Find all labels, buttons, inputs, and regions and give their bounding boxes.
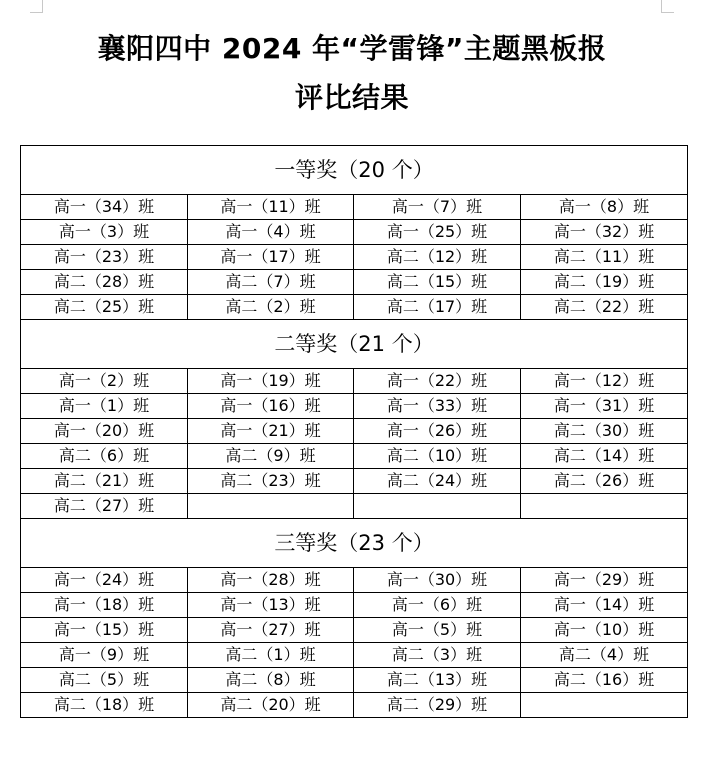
class-cell: 高一（10）班: [521, 618, 688, 643]
class-cell: 高二（2）班: [188, 295, 354, 320]
award-section-heading: 二等奖（21 个）: [21, 320, 688, 369]
table-row: [21, 369, 688, 394]
class-cell: 高一（19）班: [188, 369, 354, 394]
class-cell: 高一（4）班: [188, 220, 354, 245]
table-row: [21, 494, 688, 519]
class-cell: 高一（20）班: [21, 419, 188, 444]
class-cell: 高二（21）班: [21, 469, 188, 494]
class-cell: 高二（23）班: [188, 469, 354, 494]
class-cell: 高一（14）班: [521, 593, 688, 618]
class-cell: 高一（30）班: [354, 568, 521, 593]
class-cell: 高二（4）班: [521, 643, 688, 668]
table-row: [21, 195, 688, 220]
class-cell: 高一（16）班: [188, 394, 354, 419]
award-section-header-row: [21, 320, 688, 369]
class-cell: 高二（9）班: [188, 444, 354, 469]
class-cell: 高一（29）班: [521, 568, 688, 593]
class-cell: 高一（2）班: [21, 369, 188, 394]
table-row: [21, 220, 688, 245]
class-cell: 高一（27）班: [188, 618, 354, 643]
class-cell: 高二（19）班: [521, 270, 688, 295]
class-cell: 高一（13）班: [188, 593, 354, 618]
class-cell: 高一（7）班: [354, 195, 521, 220]
class-cell: 高一（17）班: [188, 245, 354, 270]
table-row: [21, 295, 688, 320]
class-cell: 高一（9）班: [21, 643, 188, 668]
class-cell: 高二（13）班: [354, 668, 521, 693]
table-row: [21, 394, 688, 419]
class-cell: 高一（33）班: [354, 394, 521, 419]
class-cell: 高一（15）班: [21, 618, 188, 643]
class-cell: 高一（18）班: [21, 593, 188, 618]
class-cell: 高二（1）班: [188, 643, 354, 668]
class-cell: 高二（29）班: [354, 693, 521, 718]
class-cell: 高二（5）班: [21, 668, 188, 693]
class-cell: 高一（25）班: [354, 220, 521, 245]
class-cell: 高二（22）班: [521, 295, 688, 320]
class-cell: 高二（30）班: [521, 419, 688, 444]
awards-table-body: [21, 146, 688, 718]
class-cell: 高一（6）班: [354, 593, 521, 618]
class-cell: 高二（3）班: [354, 643, 521, 668]
class-cell: 高二（8）班: [188, 668, 354, 693]
table-row: [21, 469, 688, 494]
class-cell: 高一（26）班: [354, 419, 521, 444]
class-cell: 高二（7）班: [188, 270, 354, 295]
class-cell: 高二（24）班: [354, 469, 521, 494]
document-title: 襄阳四中 2024 年“学雷锋”主题黑板报: [97, 32, 607, 65]
class-cell: 高二（10）班: [354, 444, 521, 469]
document-subtitle: 评比结果: [294, 81, 409, 114]
table-row: [21, 643, 688, 668]
table-row: [21, 568, 688, 593]
class-cell: 高二（27）班: [21, 494, 188, 519]
class-cell: 高二（17）班: [354, 295, 521, 320]
class-cell: 高二（28）班: [21, 270, 188, 295]
awards-table: [20, 145, 688, 718]
class-cell: [188, 494, 354, 519]
class-cell: 高一（23）班: [21, 245, 188, 270]
award-section-heading: 三等奖（23 个）: [21, 519, 688, 568]
table-row: [21, 618, 688, 643]
class-cell: [521, 494, 688, 519]
class-cell: 高二（16）班: [521, 668, 688, 693]
class-cell: 高二（14）班: [521, 444, 688, 469]
class-cell: 高一（5）班: [354, 618, 521, 643]
class-cell: 高二（6）班: [21, 444, 188, 469]
class-cell: 高二（18）班: [21, 693, 188, 718]
class-cell: 高一（32）班: [521, 220, 688, 245]
class-cell: 高二（26）班: [521, 469, 688, 494]
table-row: [21, 270, 688, 295]
class-cell: 高一（34）班: [21, 195, 188, 220]
class-cell: 高一（22）班: [354, 369, 521, 394]
class-cell: 高二（15）班: [354, 270, 521, 295]
class-cell: 高二（25）班: [21, 295, 188, 320]
class-cell: 高一（3）班: [21, 220, 188, 245]
class-cell: [354, 494, 521, 519]
award-section-header-row: [21, 519, 688, 568]
table-row: [21, 444, 688, 469]
class-cell: 高一（12）班: [521, 369, 688, 394]
class-cell: 高一（21）班: [188, 419, 354, 444]
class-cell: [521, 693, 688, 718]
table-row: [21, 693, 688, 718]
table-row: [21, 668, 688, 693]
class-cell: 高一（31）班: [521, 394, 688, 419]
class-cell: 高一（1）班: [21, 394, 188, 419]
table-row: [21, 593, 688, 618]
award-section-header-row: [21, 146, 688, 195]
class-cell: 高二（12）班: [354, 245, 521, 270]
class-cell: 高一（24）班: [21, 568, 188, 593]
table-row: [21, 245, 688, 270]
class-cell: 高一（28）班: [188, 568, 354, 593]
award-section-heading: 一等奖（20 个）: [21, 146, 688, 195]
class-cell: 高二（20）班: [188, 693, 354, 718]
class-cell: 高一（11）班: [188, 195, 354, 220]
page-corner-mark-left: [30, 0, 43, 13]
table-row: [21, 419, 688, 444]
class-cell: 高一（8）班: [521, 195, 688, 220]
page-corner-mark-right: [661, 0, 674, 13]
class-cell: 高二（11）班: [521, 245, 688, 270]
